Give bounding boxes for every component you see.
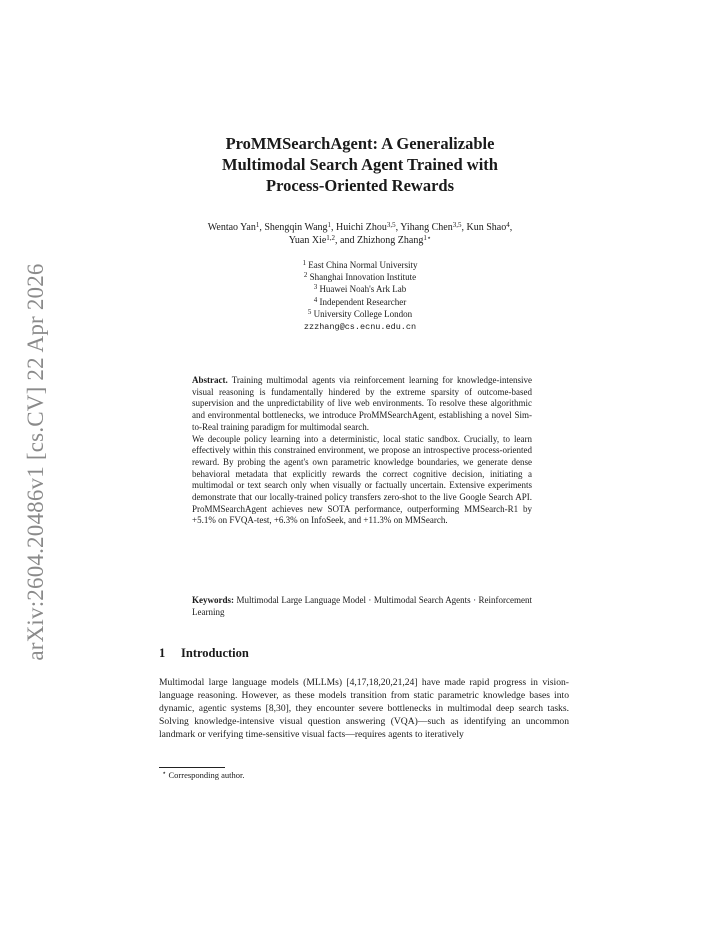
affiliation <box>210 296 510 308</box>
affiliation-name: Shanghai Innovation Institute <box>309 272 417 283</box>
author-separator: , <box>509 222 513 233</box>
author-affiliation-mark: 1 <box>255 221 260 229</box>
footnote-divider <box>159 767 225 768</box>
author-separator: , <box>259 222 265 233</box>
author-name: Yihang Chen <box>400 222 453 233</box>
author-name: Shengqin Wang <box>264 222 328 233</box>
section-title: Introduction <box>181 646 249 660</box>
author-name: Kun Shao <box>466 222 507 233</box>
affiliation-name: Independent Researcher <box>319 296 407 307</box>
title-line: ProMMSearchAgent: A Generalizable <box>225 134 495 153</box>
author-name: Zhizhong Zhang <box>356 235 424 246</box>
affiliation <box>210 271 510 283</box>
author-affiliation-mark: 1,2 <box>326 234 336 242</box>
paper-title <box>170 133 550 196</box>
affiliation <box>210 259 510 271</box>
affiliation <box>210 283 510 295</box>
title-line: Process-Oriented Rewards <box>265 176 455 195</box>
affiliation-number: 3 <box>313 283 318 292</box>
author-affiliation-mark: 4 <box>506 221 510 229</box>
author-line <box>150 234 570 247</box>
author-list <box>150 221 570 247</box>
author-name: Yuan Xie <box>288 235 327 246</box>
author-separator: , <box>461 222 467 233</box>
author-name: Huichi Zhou <box>336 222 387 233</box>
affiliation-name: University College London <box>313 308 413 319</box>
arxiv-identifier: arXiv:2604.20486v1 [cs.CV] 22 Apr 2026 <box>23 263 48 661</box>
title-line: Multimodal Search Agent Trained with <box>222 155 498 174</box>
abstract-label: Abstract. <box>192 375 228 385</box>
author-affiliation-mark: 1 <box>327 221 332 229</box>
abstract-text: Training multimodal agents via reinforcement learning for knowledge-intensive visual reasoning is fundamentally hindered by the extreme sparsity of outcome-based supervision and the unpredictability of live web environments. To resolve these algorithmic and environmental bottlenecks, we introduce ProMMSearchAgent, establishing a novel Sim-to-Real training paradigm for multimodal search. <box>192 375 533 432</box>
section-heading <box>159 646 559 661</box>
author-line <box>150 221 570 234</box>
affiliation-number: 2 <box>303 271 308 280</box>
keywords <box>192 595 532 618</box>
body-paragraph: Multimodal large language models (MLLMs) [4,17,18,20,21,24] have made rapid progress in vision-language reasoning. However, as these models transition from static parametric knowledge bases into dynamic, agentic systems [8,30], they encounter severe bottlenecks in multimodal deep search tasks. Solving knowledge-intensive visual question answering (VQA)—such as identifying an uncommon landmark or verifying time-sensitive visual facts—requires agents to iteratively <box>159 677 569 740</box>
abstract-paragraph: We decouple policy learning into a deterministic, local static sandbox. Crucially, to learn effectively within this constrained environment, we propose an introspective process-oriented reward. By probing the agent's own parametric knowledge boundaries, we generate dense behavioral metadata that explicitly rewards the correct cognitive decision, initiating a multimodal or text search only when visually or factually uncertain. Extensive experiments demonstrate that our locally-trained policy transfers zero-shot to the live Google Search API. ProMMSearchAgent achieves new SOTA performance, outperforming MMSearch-R1 by +5.1% on FVQA-test, +6.3% on InfoSeek, and +11.3% on MMSearch. <box>192 433 532 526</box>
affiliation-name: East China Normal University <box>308 260 418 270</box>
author-separator: , <box>395 222 401 233</box>
author-affiliation-mark: 3,5 <box>386 221 396 229</box>
author-separator: , and <box>335 235 357 246</box>
author-name: Wentao Yan <box>207 222 256 233</box>
author-affiliation-mark: 1⋆ <box>423 234 432 242</box>
footnote-text: Corresponding author. <box>168 770 245 780</box>
author-separator: , <box>331 222 337 233</box>
author-affiliation-mark: 3,5 <box>452 221 462 229</box>
affiliation-number: 5 <box>307 307 312 316</box>
keywords-label: Keywords: <box>192 595 234 605</box>
abstract <box>192 375 532 527</box>
footnote <box>162 770 462 781</box>
affiliation-name: Huawei Noah's Ark Lab <box>319 284 407 295</box>
affiliation-number: 1 <box>302 259 306 267</box>
footnote-mark: ⋆ <box>162 769 167 777</box>
keywords-text: Multimodal Large Language Model · Multimodal Search Agents · Reinforcement Learning <box>192 595 533 617</box>
contact-email[interactable]: zzzhang@cs.ecnu.edu.cn <box>303 322 417 333</box>
affiliation-number: 4 <box>313 295 318 304</box>
affiliation <box>210 308 510 320</box>
affiliation-list <box>210 259 510 333</box>
section-body <box>159 676 569 741</box>
abstract-paragraph <box>192 375 532 434</box>
section-number: 1 <box>159 646 166 660</box>
